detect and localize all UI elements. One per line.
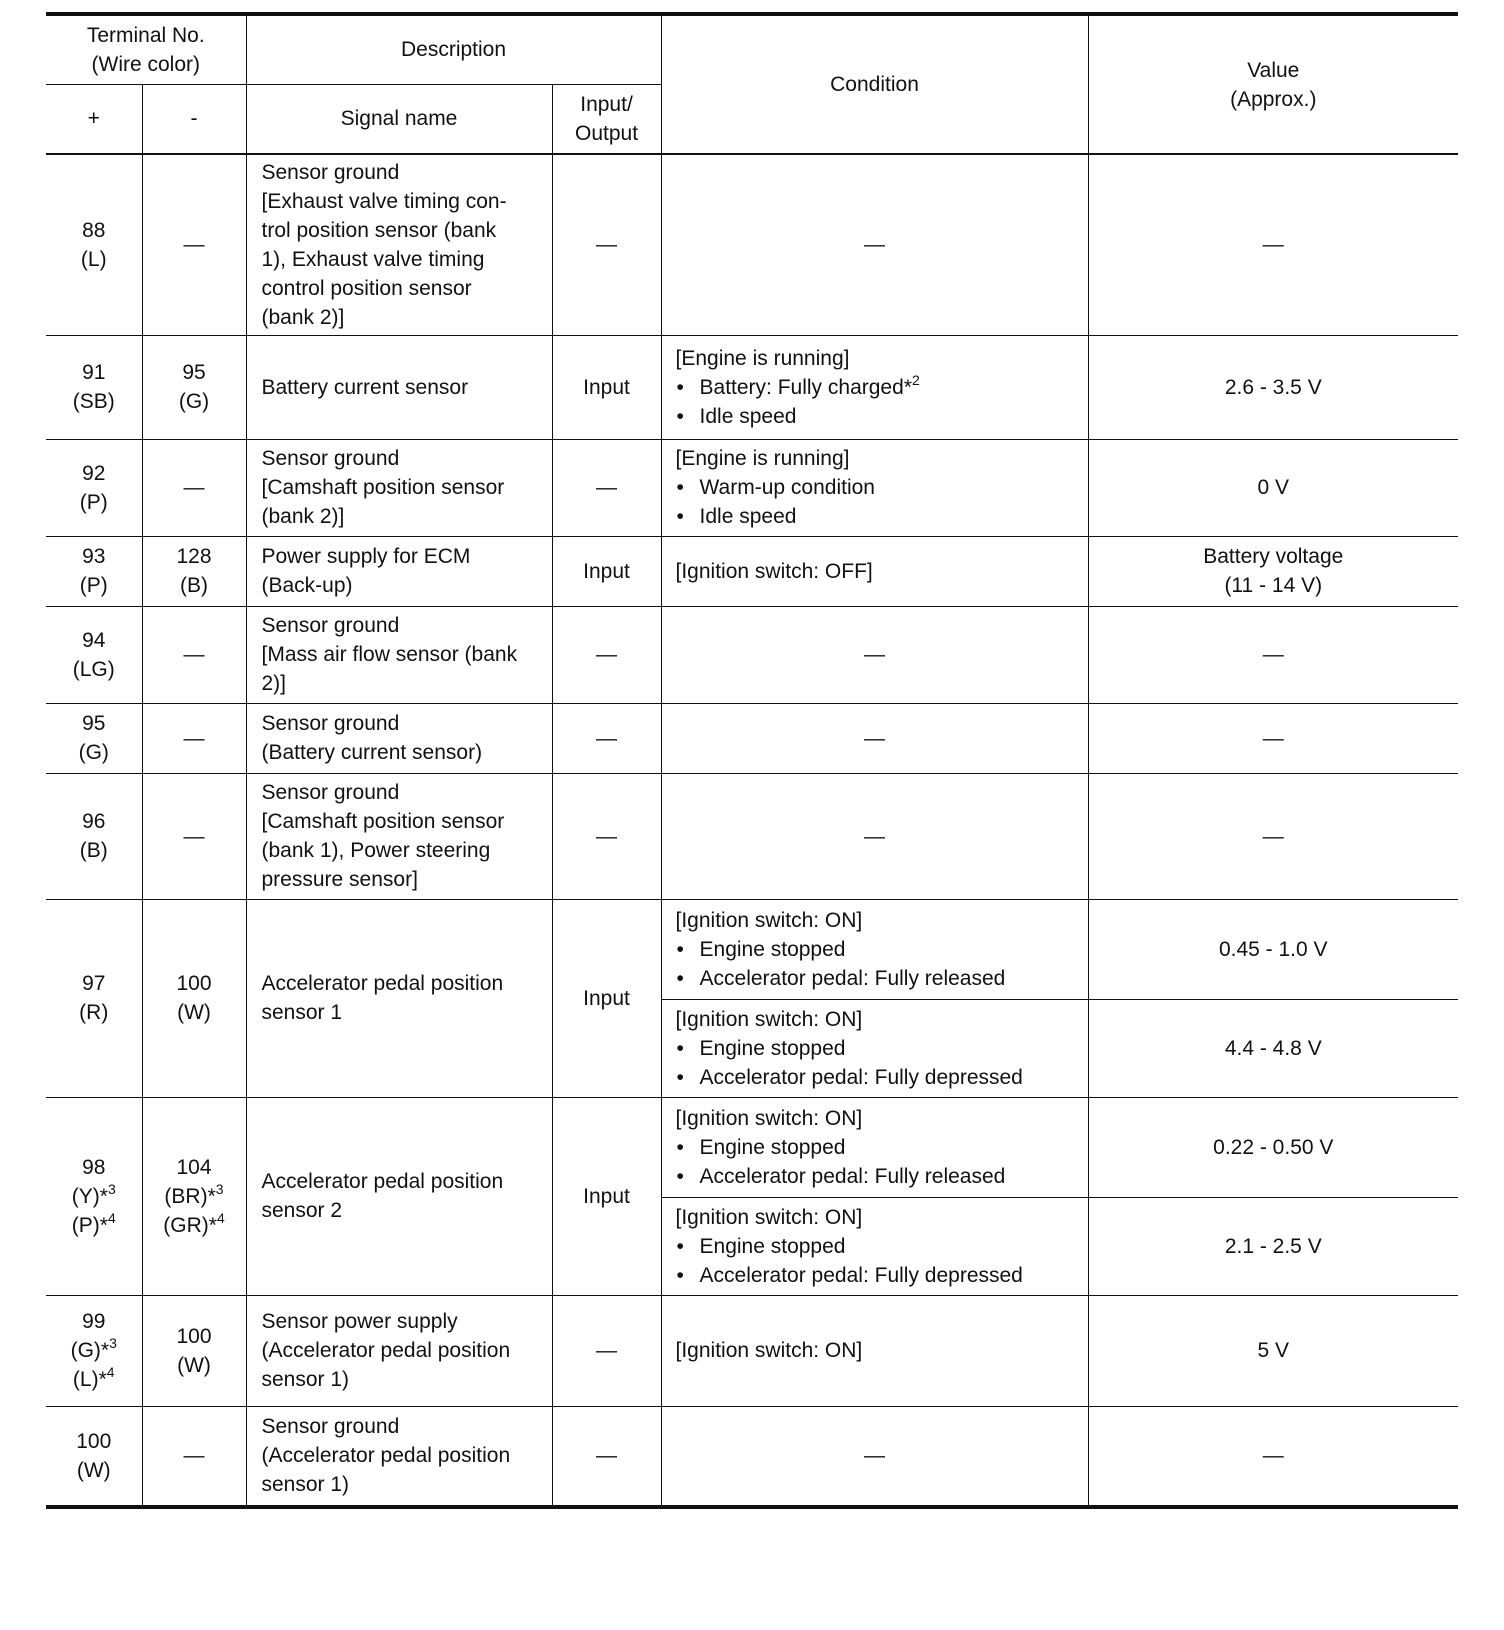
signal-name (246, 439, 552, 536)
wire-color-text: (GR)* (163, 1213, 217, 1237)
footnote-mark: 2 (911, 371, 920, 388)
wire-color: (W) (177, 1353, 211, 1377)
terminal-number: 100 (176, 972, 212, 995)
signal-line: (bank 1), Power steering (261, 839, 491, 862)
footnote-mark: 4 (107, 1209, 116, 1226)
condition-heading: [Ignition switch: ON] (675, 1205, 863, 1229)
footnote-mark: 3 (215, 1180, 224, 1197)
terminal-number: 98 (82, 1155, 106, 1179)
terminal-minus: — (142, 154, 246, 335)
header-io-line1: Input/ (580, 92, 633, 116)
value: 4.4 - 4.8 V (1088, 999, 1458, 1097)
terminal-plus (46, 703, 142, 773)
signal-line: sensor 1) (261, 1368, 350, 1391)
wire-color: (R) (79, 1001, 109, 1024)
condition-list (676, 1133, 1080, 1191)
terminal-number: 95 (182, 361, 206, 384)
signal-line: 2)] (261, 672, 287, 695)
condition: — (661, 154, 1088, 335)
wire-color (46, 1211, 142, 1240)
signal-name (246, 1295, 552, 1406)
wire-color (46, 1336, 142, 1365)
input-output: Input (552, 335, 661, 439)
header-io-line2: Output (574, 121, 639, 145)
terminal-minus: — (142, 1406, 246, 1507)
value: 0 V (1088, 439, 1458, 536)
terminal-plus (46, 606, 142, 703)
header-signal-name: Signal name (246, 84, 552, 154)
condition-item: • Idle speed (676, 502, 1080, 531)
condition-item-text: Battery: Fully charged* (699, 375, 912, 399)
terminal-number: 96 (82, 810, 106, 833)
condition-item: • Engine stopped (676, 1232, 1080, 1261)
value-line: (11 - 14 V) (1224, 574, 1323, 597)
condition-heading: [Ignition switch: ON] (675, 1007, 863, 1031)
terminal-minus (142, 1295, 246, 1406)
terminal-minus: — (142, 606, 246, 703)
terminal-number: 97 (82, 972, 106, 995)
terminal-plus (46, 899, 142, 1097)
signal-line: Power supply for ECM (261, 545, 471, 568)
terminal-number: 128 (176, 545, 212, 568)
condition-item: • Engine stopped (676, 1133, 1080, 1162)
terminal-minus: — (142, 773, 246, 899)
signal-line: [Exhaust valve timing con- (261, 189, 507, 213)
header-value-text: Value (1247, 58, 1300, 82)
condition-item: • Engine stopped (676, 935, 1080, 964)
wire-color: (B) (180, 574, 208, 597)
header-plus: + (46, 84, 142, 154)
terminal-plus (46, 1097, 142, 1295)
condition (661, 1197, 1088, 1295)
terminal-minus: — (142, 439, 246, 536)
table-row (46, 1295, 1458, 1406)
terminal-number: 88 (82, 218, 106, 242)
table-row (46, 1097, 1458, 1197)
table-row (46, 536, 1458, 606)
terminal-plus (46, 1406, 142, 1507)
value: — (1088, 773, 1458, 899)
signal-line: (bank 2)] (261, 305, 345, 329)
condition-item: • Idle speed (676, 402, 1080, 431)
terminal-plus (46, 536, 142, 606)
value: — (1088, 154, 1458, 335)
terminal-minus (142, 536, 246, 606)
signal-line: sensor 1 (261, 1001, 343, 1024)
wire-color: (G) (78, 741, 109, 764)
terminal-number: 92 (82, 461, 106, 485)
input-output: — (552, 1406, 661, 1507)
value: — (1088, 703, 1458, 773)
signal-line: Sensor ground (261, 160, 400, 184)
terminal-number: 94 (82, 628, 106, 652)
header-terminal-no (46, 14, 246, 84)
signal-line: (Battery current sensor) (261, 741, 483, 764)
table-row (46, 335, 1458, 439)
terminal-number: 99 (82, 1310, 106, 1333)
condition (661, 899, 1088, 999)
terminal-number: 91 (82, 361, 106, 384)
wire-color: (B) (79, 839, 108, 862)
input-output: Input (552, 1097, 661, 1295)
header-approx-text: (Approx.) (1230, 87, 1317, 111)
signal-line: sensor 2 (261, 1199, 343, 1222)
input-output: Input (552, 899, 661, 1097)
condition: [Ignition switch: ON] (661, 1295, 1088, 1406)
table-row (46, 899, 1458, 999)
value: 2.6 - 3.5 V (1088, 335, 1458, 439)
terminal-plus (46, 773, 142, 899)
condition: — (661, 606, 1088, 703)
wire-color (143, 1182, 246, 1211)
condition-heading: [Ignition switch: ON] (675, 908, 863, 932)
condition-item: • Accelerator pedal: Fully released (676, 1162, 1080, 1191)
terminal-plus (46, 335, 142, 439)
value: 5 V (1088, 1295, 1458, 1406)
condition-heading: [Engine is running] (675, 447, 850, 470)
terminal-number: 104 (176, 1155, 212, 1179)
condition-heading: [Ignition switch: ON] (675, 1106, 863, 1130)
footnote-mark: 3 (107, 1180, 116, 1197)
condition-heading: [Engine is running] (675, 346, 850, 370)
wire-color-text: (Y)* (71, 1184, 108, 1208)
terminal-number: 93 (82, 545, 106, 568)
table-row (46, 439, 1458, 536)
signal-line: Sensor ground (261, 447, 400, 470)
condition-item: • Engine stopped (676, 1034, 1080, 1063)
value: 0.22 - 0.50 V (1088, 1097, 1458, 1197)
condition (661, 999, 1088, 1097)
header-value (1088, 14, 1458, 154)
header-wire-color-text: (Wire color) (91, 52, 200, 76)
signal-line: [Camshaft position sensor (261, 476, 505, 499)
wire-color: (W) (177, 1001, 211, 1024)
input-output: — (552, 1295, 661, 1406)
condition-item: • Accelerator pedal: Fully released (676, 964, 1080, 993)
header-description: Description (246, 14, 661, 84)
footnote-mark: 4 (106, 1364, 115, 1380)
input-output: Input (552, 536, 661, 606)
header-input-output (552, 84, 661, 154)
terminal-plus (46, 1295, 142, 1406)
signal-name (246, 703, 552, 773)
signal-line: Accelerator pedal position (261, 1170, 504, 1193)
condition-item: • Accelerator pedal: Fully depressed (676, 1261, 1080, 1290)
signal-line: 1), Exhaust valve timing (261, 247, 485, 271)
input-output: — (552, 606, 661, 703)
signal-name: Battery current sensor (246, 335, 552, 439)
table-row (46, 703, 1458, 773)
wire-color-text: (P)* (71, 1213, 108, 1237)
header-minus: - (142, 84, 246, 154)
terminal-minus (142, 1097, 246, 1295)
terminal-minus (142, 899, 246, 1097)
wire-color-text: (G)* (70, 1339, 110, 1362)
signal-line: (Accelerator pedal position (261, 1444, 511, 1468)
signal-line: [Camshaft position sensor (261, 810, 505, 833)
signal-name (246, 154, 552, 335)
signal-name (246, 606, 552, 703)
table-row (46, 773, 1458, 899)
condition (661, 335, 1088, 439)
signal-name (246, 773, 552, 899)
terminal-number: 100 (176, 1324, 212, 1348)
header-terminal-no-text: Terminal No. (86, 23, 205, 47)
wire-color: (P) (79, 490, 108, 514)
condition: [Ignition switch: OFF] (661, 536, 1088, 606)
condition-item: • Accelerator pedal: Fully depressed (676, 1063, 1080, 1092)
condition (661, 1097, 1088, 1197)
terminal-number: 100 (76, 1429, 112, 1453)
value: — (1088, 606, 1458, 703)
input-output: — (552, 154, 661, 335)
signal-line: Sensor ground (261, 781, 400, 804)
value-line: Battery voltage (1203, 545, 1344, 568)
terminal-minus: — (142, 703, 246, 773)
wire-color (46, 1182, 142, 1211)
wire-color-text: (BR)* (164, 1184, 216, 1208)
signal-line: control position sensor (261, 276, 472, 300)
signal-line: (Back-up) (261, 574, 353, 597)
input-output: — (552, 773, 661, 899)
signal-line: pressure sensor] (261, 868, 418, 891)
header-condition: Condition (661, 14, 1088, 154)
input-output: — (552, 703, 661, 773)
signal-line: (bank 2)] (261, 505, 345, 528)
wire-color: (LG) (72, 657, 115, 681)
signal-line: Sensor power supply (261, 1310, 458, 1333)
signal-name (246, 899, 552, 1097)
condition-list (676, 473, 1080, 531)
signal-name (246, 1406, 552, 1507)
wire-color: (G) (178, 390, 210, 413)
wire-color-text: (L)* (72, 1368, 107, 1391)
footnote-mark: 4 (216, 1209, 225, 1226)
wire-color (143, 1211, 246, 1240)
signal-line: trol position sensor (bank (261, 218, 497, 242)
input-output: — (552, 439, 661, 536)
signal-line: Sensor ground (261, 614, 400, 637)
condition: — (661, 1406, 1088, 1507)
condition-list (676, 935, 1080, 993)
table-row (46, 154, 1458, 335)
wire-color: (P) (79, 574, 108, 597)
terminal-number: 95 (82, 712, 106, 735)
condition-item (676, 373, 1080, 402)
value: 0.45 - 1.0 V (1088, 899, 1458, 999)
signal-line: [Mass air flow sensor (bank (261, 643, 518, 666)
value: 2.1 - 2.5 V (1088, 1197, 1458, 1295)
signal-name (246, 536, 552, 606)
signal-name (246, 1097, 552, 1295)
wire-color (46, 1365, 142, 1394)
wire-color: (SB) (72, 390, 115, 413)
terminal-minus (142, 335, 246, 439)
table-row (46, 1406, 1458, 1507)
value (1088, 536, 1458, 606)
wire-color: (W) (76, 1458, 111, 1482)
signal-line: Accelerator pedal position (261, 972, 504, 995)
signal-line: Sensor ground (261, 1415, 400, 1439)
condition: — (661, 703, 1088, 773)
terminal-plus (46, 154, 142, 335)
value: — (1088, 1406, 1458, 1507)
signal-line: Sensor ground (261, 712, 400, 735)
condition-item: • Warm-up condition (676, 473, 1080, 502)
condition-list (676, 1034, 1080, 1092)
condition-list (676, 1232, 1080, 1290)
signal-line: sensor 1) (261, 1473, 350, 1497)
condition (661, 439, 1088, 536)
condition: — (661, 773, 1088, 899)
wire-color: (L) (80, 247, 107, 271)
signal-line: (Accelerator pedal position (261, 1339, 511, 1362)
ecm-terminal-table (46, 12, 1458, 1509)
footnote-mark: 3 (109, 1335, 117, 1351)
condition-list (676, 373, 1080, 431)
terminal-plus (46, 439, 142, 536)
table-row (46, 606, 1458, 703)
